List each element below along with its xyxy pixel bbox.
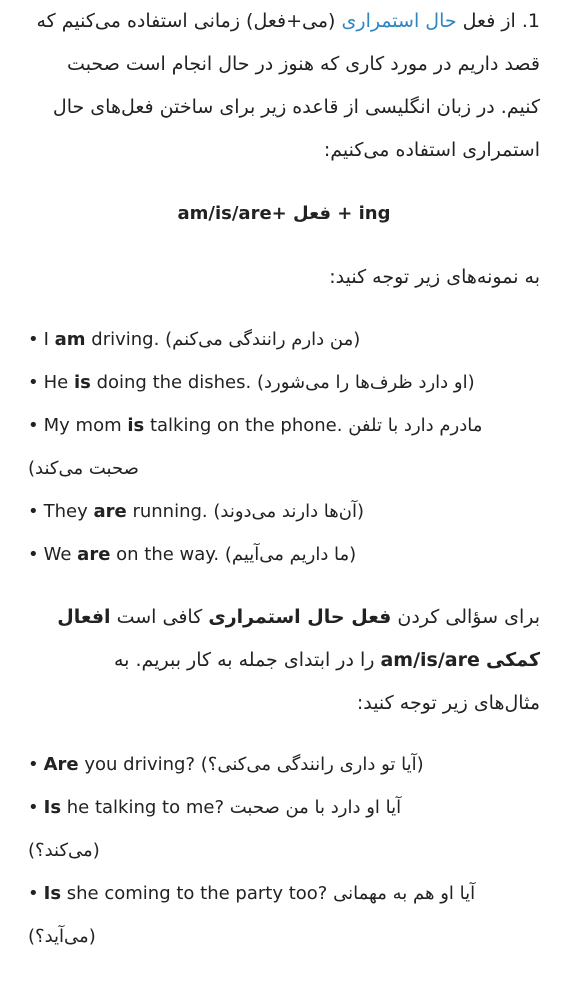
- question-text-2: کافی است: [116, 606, 203, 628]
- bullet-icon: •: [28, 754, 39, 775]
- example-fa-continued: (صحبت می‌کند: [28, 458, 139, 479]
- example-en-verb: is: [73, 372, 91, 393]
- bullet-icon: •: [28, 544, 39, 565]
- example-en-pre: I: [43, 329, 55, 350]
- example-fa: مادرم دارد با تلفن: [348, 415, 483, 436]
- question-fa-continued: (می‌کند؟): [28, 840, 100, 861]
- example-item: [28, 533, 540, 576]
- intro-text-2: (می+فعل) زمانی استفاده می‌کنیم که قصد داریم در مورد کاری که هنوز در حال انجام است صحبت کنیم. در زبان انگلیسی از قاعده زیر برای ساختن فعل‌های حال استمراری استفاده می‌کنیم:: [36, 10, 540, 161]
- auxiliary-verbs-term: افعال کمکی: [57, 606, 540, 671]
- bullet-icon: •: [28, 501, 39, 522]
- question-text-3: را در ابتدای جمله به کار ببریم. به مثال‌های زیر توجه کنید:: [114, 649, 540, 714]
- question-en-post: you driving?: [78, 754, 196, 775]
- bullet-icon: •: [28, 415, 39, 436]
- intro-text-1: از فعل: [462, 10, 516, 32]
- present-continuous-term: حال استمراری: [341, 10, 457, 32]
- bullet-icon: •: [28, 372, 39, 393]
- question-bold-term: فعل حال استمراری: [208, 606, 392, 628]
- question-en-aux: Is: [43, 883, 62, 904]
- example-en-post: doing the dishes.: [90, 372, 252, 393]
- question-item: [28, 743, 540, 786]
- example-en-verb: are: [93, 501, 127, 522]
- formula: am/is/are+ فعل + ing: [177, 203, 391, 224]
- example-fa: (آن‌ها دارند می‌دوند): [213, 501, 365, 522]
- auxiliary-verbs-list: am/is/are: [380, 649, 480, 671]
- question-item: [28, 786, 540, 829]
- example-fa: (او دارد ظرف‌ها را می‌شورد): [256, 372, 475, 393]
- example-fa: (ما داریم می‌آییم): [224, 544, 357, 565]
- example-item: [28, 361, 540, 404]
- question-fa: (آیا تو داری رانندگی می‌کنی؟): [200, 754, 424, 775]
- example-en-verb: am: [54, 329, 86, 350]
- question-paragraph: [46, 596, 540, 725]
- example-en-pre: My mom: [43, 415, 128, 436]
- bullet-icon: •: [28, 883, 39, 904]
- example-en-pre: They: [43, 501, 94, 522]
- question-en-aux: Is: [43, 797, 62, 818]
- question-item: [28, 872, 540, 915]
- example-fa: (من دارم رانندگی می‌کنم): [165, 329, 361, 350]
- example-item: [28, 490, 540, 533]
- example-en-post: talking on the phone.: [144, 415, 343, 436]
- examples-heading: به نمونه‌های زیر توجه کنید:: [329, 266, 540, 288]
- question-fa: آیا او هم به مهمانی: [333, 883, 476, 904]
- example-item: [28, 318, 540, 361]
- example-en-post: driving.: [85, 329, 160, 350]
- intro-paragraph: [26, 0, 540, 172]
- question-en-post: he talking to me?: [61, 797, 224, 818]
- example-en-post: running.: [126, 501, 208, 522]
- intro-number: 1.: [521, 10, 540, 32]
- example-item: [28, 404, 540, 447]
- question-en-post: she coming to the party too?: [61, 883, 328, 904]
- bullet-icon: •: [28, 797, 39, 818]
- bullet-icon: •: [28, 329, 39, 350]
- example-en-pre: He: [43, 372, 74, 393]
- question-en-aux: Are: [43, 754, 79, 775]
- example-en-verb: are: [77, 544, 111, 565]
- example-en-pre: We: [43, 544, 78, 565]
- question-text-1: برای سؤالی کردن: [397, 606, 540, 628]
- example-en-verb: is: [127, 415, 145, 436]
- question-fa: آیا او دارد با من صحبت: [229, 797, 402, 818]
- question-fa-continued: (می‌آید؟): [28, 926, 96, 947]
- example-en-post: on the way.: [110, 544, 220, 565]
